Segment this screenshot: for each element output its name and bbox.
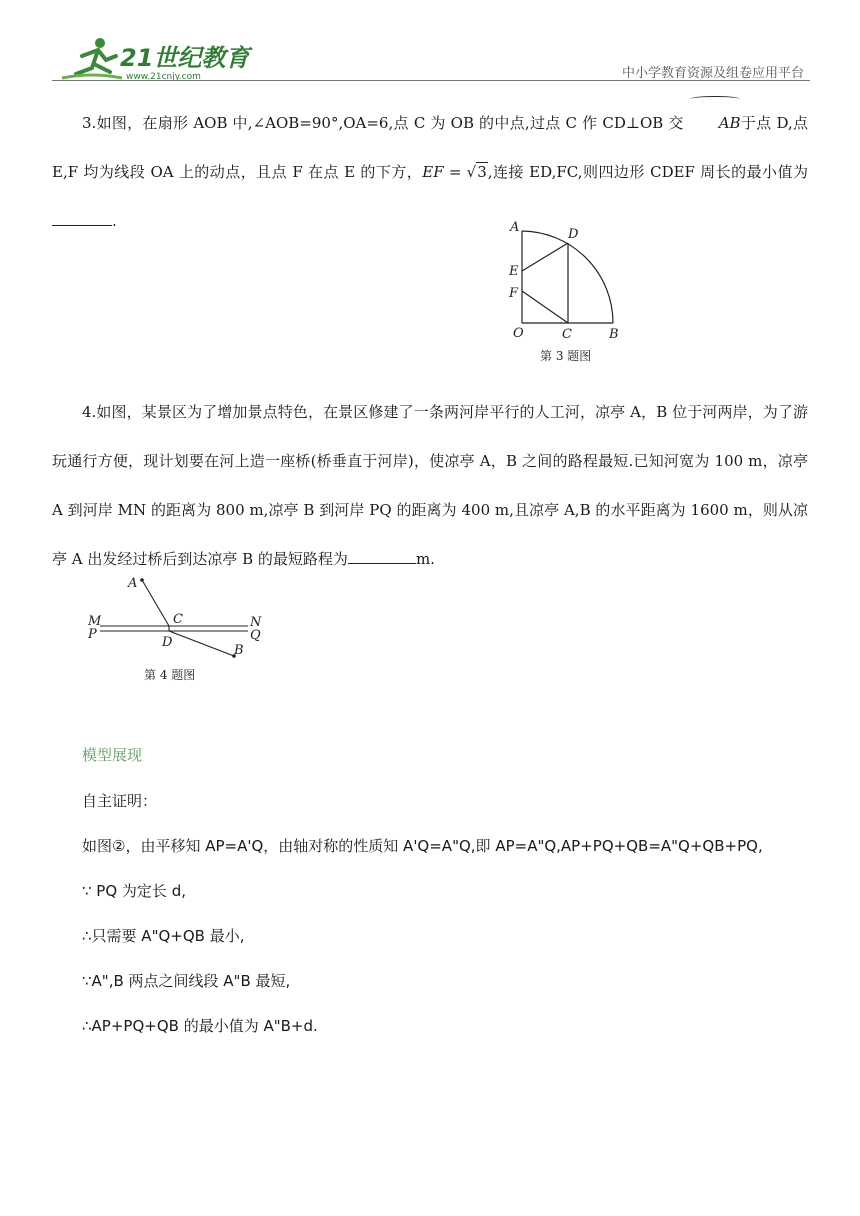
label-d: D: [568, 227, 579, 242]
segment-ac: [142, 580, 169, 626]
q3-end: .: [112, 212, 117, 230]
section-heading: 模型展现: [82, 746, 143, 764]
answer-blank-3[interactable]: [52, 211, 112, 226]
q3-text-part1: 3.如图，在扇形 AOB 中,∠AOB=90°,OA=6,点 C 为 OB 的中点,过点 C 作 CD⊥OB 交: [82, 114, 689, 132]
logo-url: www.21cnjy.com: [126, 72, 201, 82]
label-d-4: D: [162, 635, 173, 650]
label-q: Q: [250, 628, 261, 643]
platform-name: 中小学教育资源及组卷应用平台: [621, 66, 804, 81]
caption-4: 第 4 题图: [144, 668, 196, 682]
label-f: F: [509, 286, 519, 301]
label-c-4: C: [173, 612, 183, 627]
proof-line-3: ∴只需要 A"Q+QB 最小,: [82, 927, 245, 945]
header-divider: [52, 80, 810, 81]
logo-icon: [52, 34, 282, 84]
proof-line-5: ∴AP+PQ+QB 的最小值为 A"B+d.: [82, 1017, 318, 1035]
label-b-4: B: [234, 643, 244, 658]
q4-end: m.: [415, 550, 435, 568]
label-p: P: [88, 627, 97, 642]
label-o: O: [513, 326, 524, 341]
q3-text-part3: ,连接 ED,FC,则四边形 CDEF 周长的最小值为: [487, 163, 808, 181]
proof-line-2: ∵ PQ 为定长 d,: [82, 882, 186, 900]
label-a-4: A: [128, 576, 138, 591]
label-m: M: [88, 614, 102, 629]
label-e: E: [509, 264, 519, 279]
arc-ab: AB: [689, 99, 741, 148]
q4-text: 4.如图，某景区为了增加景点特色，在景区修建了一条两河岸平行的人工河，凉亭 A，B 位于河两岸，为了游玩通行方便，现计划要在河上造一座桥(桥垂直于河岸)，使凉亭 A，B 之间的路程最短.已知河宽为 100 m，凉亭 A 到河岸 MN 的距离为 800 m,凉亭 B 到河岸 PQ 的距离为 400 m,且凉亭 A,B 的水平距离为 1600 m，则从凉亭 A 出发经过桥后到达凉亭 B 的最短路程为: [52, 403, 808, 568]
figure-4: [84, 572, 274, 688]
label-c: C: [562, 327, 572, 342]
segment-de: [522, 243, 568, 271]
label-b: B: [609, 327, 619, 342]
figure-3: [500, 216, 640, 366]
page-header: [52, 34, 810, 84]
q3-eq: = √: [443, 163, 477, 181]
answer-blank-4[interactable]: [348, 549, 416, 564]
q3-sqrt: 3: [477, 163, 487, 181]
logo-text: 21世纪教育: [120, 44, 250, 72]
segment-fc: [522, 291, 568, 323]
question-4-text: [52, 388, 808, 584]
q3-ef: EF: [422, 163, 444, 181]
q3-text-part2: 于点 D,点 E,F 均为线段 OA 上的动点，且点 F 在点 E 的下方，: [52, 114, 809, 181]
proof-subheading: 自主证明：: [82, 792, 158, 810]
proof-line-4: ∵A",B 两点之间线段 A"B 最短,: [82, 972, 291, 990]
label-n: N: [250, 615, 262, 630]
segment-db: [169, 631, 234, 656]
label-a: A: [510, 220, 520, 235]
question-3-text: [52, 99, 808, 246]
proof-line-1: 如图②，由平移知 AP=A'Q，由轴对称的性质知 A'Q=A"Q,即 AP=A"Q,AP+PQ+QB=A"Q+QB+PQ,: [82, 837, 763, 855]
caption-3: 第 3 题图: [540, 349, 592, 363]
